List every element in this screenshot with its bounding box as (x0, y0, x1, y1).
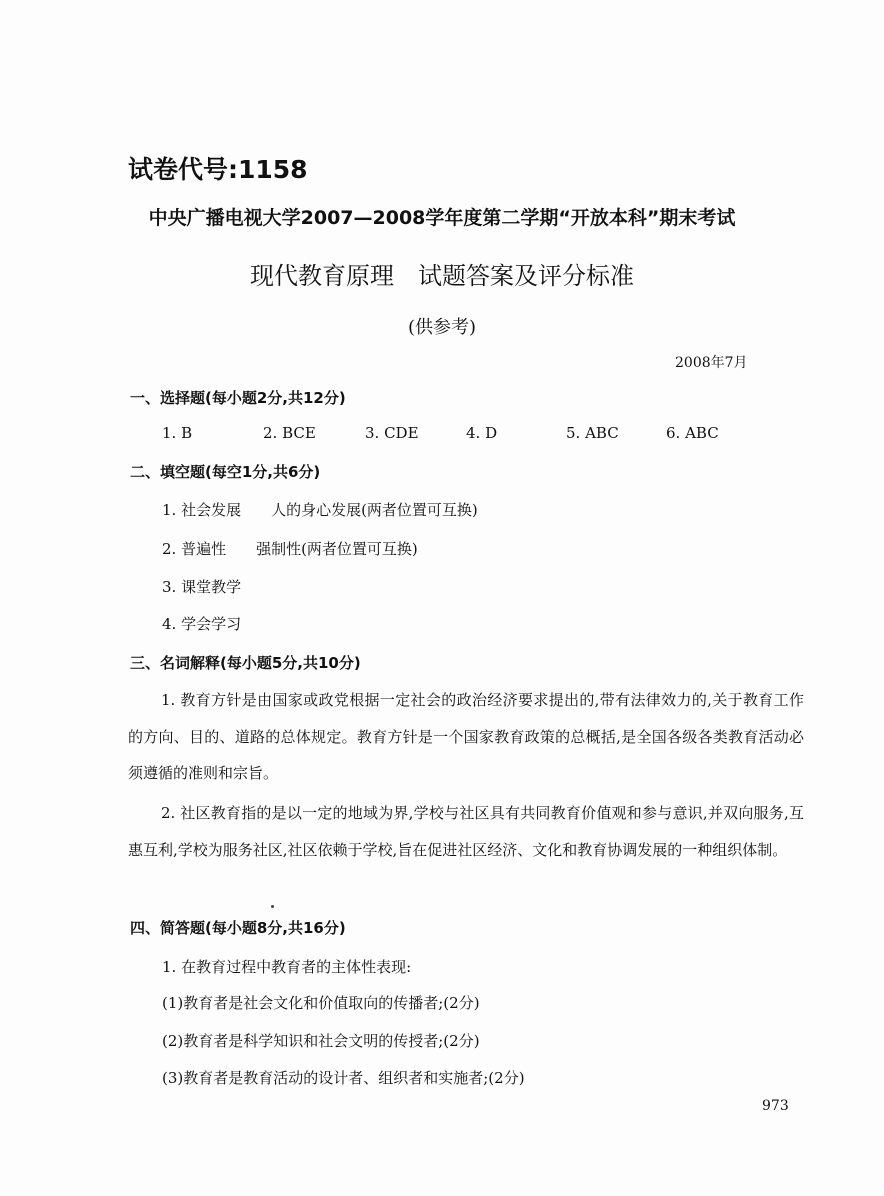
page-number: 973 (762, 1098, 789, 1114)
short-answer-line: (3)教育者是教育活动的设计者、组织者和实施者;(2分) (162, 1069, 525, 1087)
exam-date: 2008年7月 (675, 355, 748, 371)
exam-title: 中央广播电视大学2007—2008学年度第二学期“开放本科”期末考试 (148, 207, 736, 229)
fill-answer: 4. 学会学习 (162, 615, 242, 633)
section-heading-short-answer: 四、简答题(每小题8分,共16分) (130, 919, 346, 937)
choice-answer: 6. ABC (666, 424, 719, 442)
choice-answer: 2. BCE (263, 424, 316, 442)
section-heading-terms: 三、名词解释(每小题5分,共10分) (130, 654, 361, 672)
reference-note: (供参考) (407, 317, 477, 338)
term-definition-paragraph: 2. 社区教育指的是以一定的地域为界,学校与社区具有共同教育价值观和参与意识,并双向服务,互惠互利,学校为服务社区,社区依赖于学校,旨在促进社区经济、文化和教育协调发展的一种组织体制。 (128, 804, 804, 859)
section-heading-choice: 一、选择题(每小题2分,共12分) (130, 389, 346, 407)
scan-speck (271, 905, 274, 908)
choice-answer: 3. CDE (365, 424, 419, 442)
short-answer-line: 1. 在教育过程中教育者的主体性表现: (162, 958, 412, 976)
section-heading-fill: 二、填空题(每空1分,共6分) (130, 463, 321, 481)
paper-code: 试卷代号:1158 (128, 155, 308, 184)
fill-answer: 1. 社会发展 人的身心发展(两者位置可互换) (162, 501, 478, 519)
short-answer-line: (2)教育者是科学知识和社会文明的传授者;(2分) (162, 1032, 480, 1050)
choice-answers-row (162, 424, 782, 444)
short-answer-line: (1)教育者是社会文化和价值取向的传播者;(2分) (162, 994, 480, 1012)
choice-answer: 4. D (466, 424, 498, 442)
term-definition-paragraph: 1. 教育方针是由国家或政党根据一定社会的政治经济要求提出的,带有法律效力的,关于教育工作的方向、目的、道路的总体规定。教育方针是一个国家教育政策的总概括,是全国各级各类教育活动必须遵循的准则和宗旨。 (128, 691, 804, 782)
subject-title: 现代教育原理 试题答案及评分标准 (250, 262, 634, 290)
choice-answer: 1. B (162, 424, 193, 442)
fill-answer: 2. 普遍性 强制性(两者位置可互换) (162, 540, 418, 558)
fill-answer: 3. 课堂教学 (162, 578, 242, 596)
choice-answer: 5. ABC (566, 424, 619, 442)
